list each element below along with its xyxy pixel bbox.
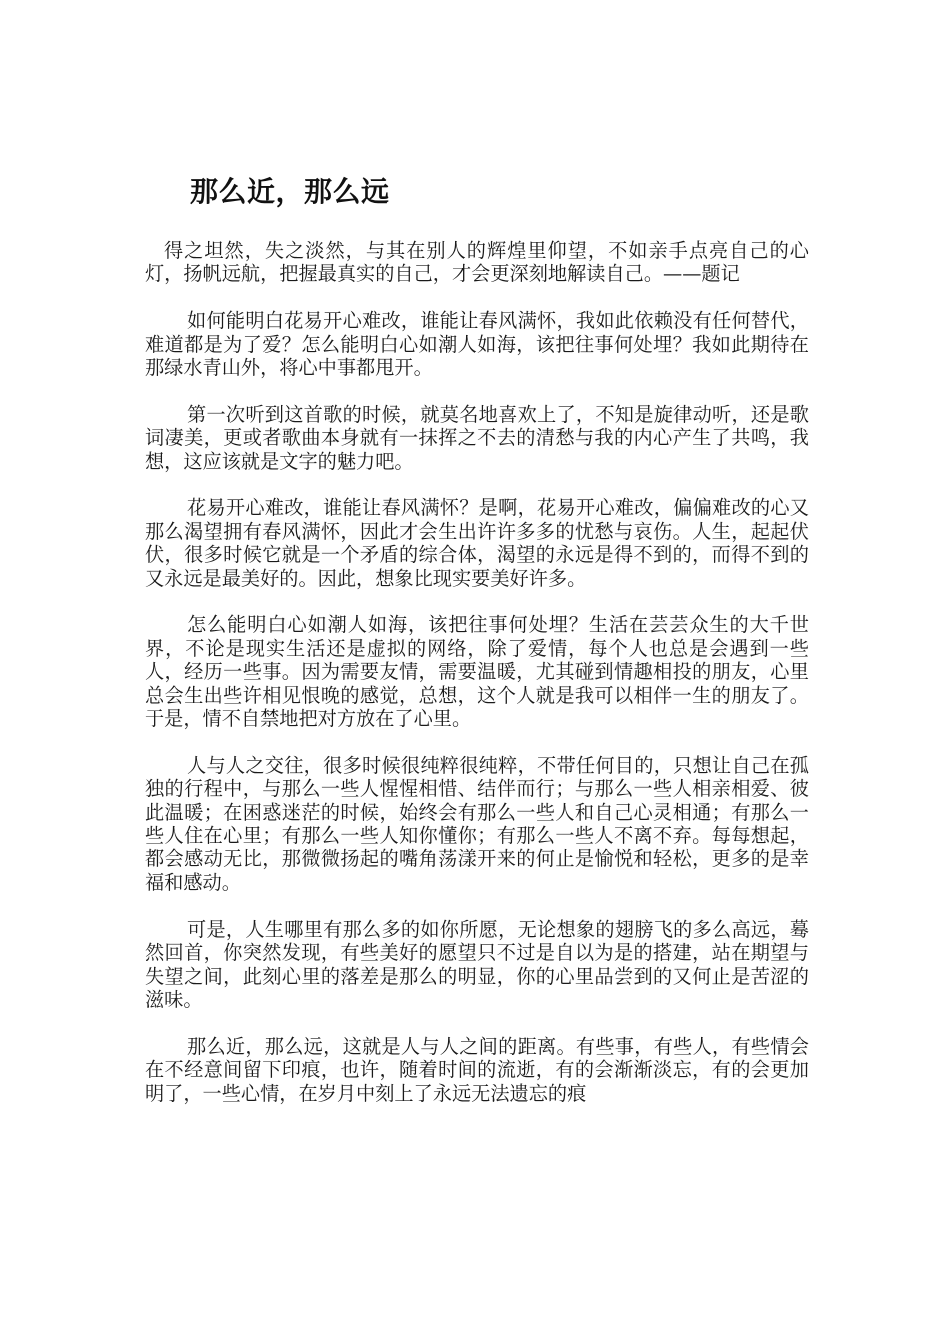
paragraph: 可是，人生哪里有那么多的如你所愿，无论想象的翅膀飞的多么高远，蓦然回首，你突然发现，有些美好的愿望只不过是自以为是的搭建，站在期望与失望之间，此刻心里的落差是那么的明显，你的心里品尝到的又何止是苦涩的滋味。 <box>145 917 809 1011</box>
paragraph: 怎么能明白心如潮人如海，该把往事何处埋？生活在芸芸众生的大千世界，不论是现实生活还是虚拟的网络，除了爱情，每个人也总是会遇到一些人，经历一些事。因为需要友情，需要温暖，尤其碰到情趣相投的朋友，心里总会生出些许相见恨晚的感觉，总想，这个人就是我可以相伴一生的朋友了。于是，情不自禁地把对方放在了心里。 <box>145 613 809 731</box>
paragraph: 那么近，那么远，这就是人与人之间的距离。有些事，有些人，有些情会在不经意间留下印痕，也许，随着时间的流逝，有的会渐渐淡忘，有的会更加明了，一些心情，在岁月中刻上了永远无法遗忘的痕 <box>145 1034 809 1105</box>
paragraph: 人与人之交往，很多时候很纯粹很纯粹，不带任何目的，只想让自己在孤独的行程中，与那么一些人惺惺相惜、结伴而行；与那么一些人相亲相爱、彼此温暖；在困惑迷茫的时候，始终会有那么一些人和自己心灵相通；有那么一些人住在心里；有那么一些人知你懂你；有那么一些人不离不弃。每每想起，都会感动无比，那微微扬起的嘴角荡漾开来的何止是愉悦和轻松，更多的是幸福和感动。 <box>145 753 809 894</box>
paragraph: 第一次听到这首歌的时候，就莫名地喜欢上了，不知是旋律动听，还是歌词凄美，更或者歌曲本身就有一抹挥之不去的清愁与我的内心产生了共鸣，我想，这应该就是文字的魅力吧。 <box>145 402 809 473</box>
article-title: 那么近，那么远 <box>190 175 390 208</box>
paragraph: 花易开心难改，谁能让春风满怀？是啊，花易开心难改，偏偏难改的心又那么渴望拥有春风满怀，因此才会生出许许多多的忧愁与哀伤。人生，起起伏伏，很多时候它就是一个矛盾的综合体，渴望的永远是得不到的，而得不到的又永远是最美好的。因此，想象比现实要美好许多。 <box>145 496 809 590</box>
epigraph: 得之坦然，失之淡然，与其在别人的辉煌里仰望，不如亲手点亮自己的心灯，扬帆远航，把握最真实的自己，才会更深刻地解读自己。——题记 <box>145 239 809 286</box>
article-body <box>145 239 809 1128</box>
paragraph: 如何能明白花易开心难改，谁能让春风满怀，我如此依赖没有任何替代，难道都是为了爱？怎么能明白心如潮人如海，该把往事何处埋？我如此期待在那绿水青山外，将心中事都甩开。 <box>145 309 809 380</box>
